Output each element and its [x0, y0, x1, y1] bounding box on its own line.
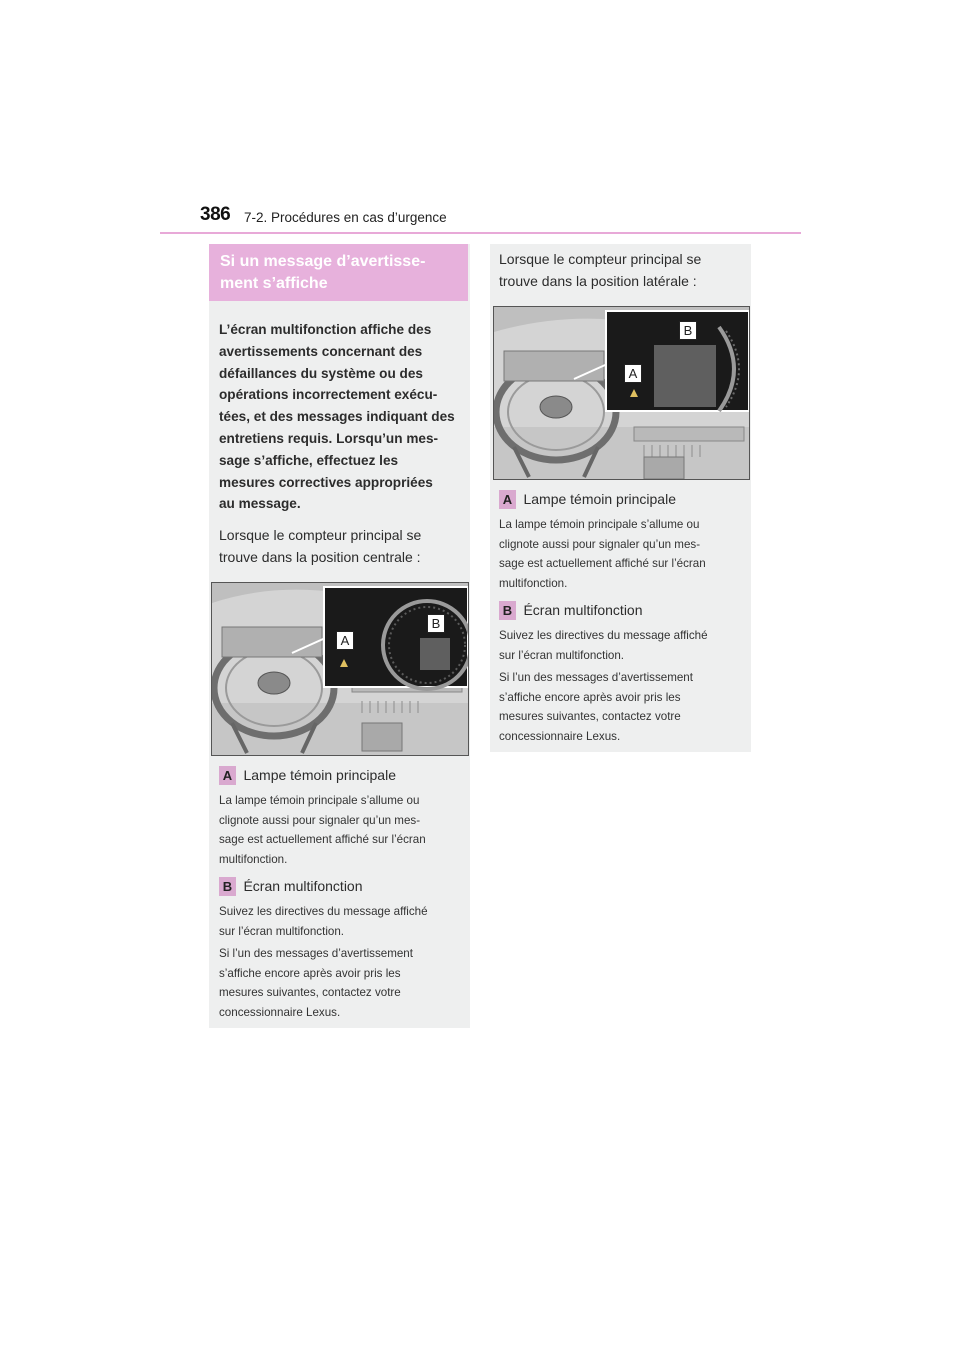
dashboard-drawing: [494, 307, 750, 480]
position-line: trouve dans la position centrale :: [219, 548, 421, 565]
page-number: 386: [200, 204, 231, 225]
text-line: Suivez les directives du message affiché: [219, 905, 428, 918]
intro-line: opérations incorrectement exécu-: [219, 387, 438, 403]
position-line: trouve dans la position latérale :: [499, 272, 697, 289]
position-text: [219, 525, 464, 568]
text-line: clignote aussi pour signaler qu’un mes-: [499, 537, 701, 551]
text-line: concessionnaire Lexus.: [219, 1005, 341, 1019]
text-line: s’affiche encore après avoir pris les: [499, 690, 681, 704]
callout-b: B: [427, 614, 445, 633]
position-line: Lorsque le compteur principal se: [219, 527, 422, 543]
right-column: [490, 244, 751, 752]
item-b-text-2: [499, 668, 744, 746]
text-line: sage est actuellement affiché sur l’écran: [219, 833, 426, 846]
text-line: clignote aussi pour signaler qu’un mes-: [219, 813, 421, 827]
item-a-text: [219, 791, 464, 869]
heading-line-2: ment s’affiche: [220, 275, 328, 292]
item-b-title: Écran multifonction: [243, 877, 363, 894]
text-line: La lampe témoin principale s’allume ou: [499, 518, 700, 531]
item-a-text: [499, 515, 744, 593]
item-a-tag: A: [499, 490, 516, 509]
item-a-heading: [499, 490, 744, 509]
item-a-title: Lampe témoin principale: [243, 766, 396, 783]
text-line: sur l’écran multifonction.: [219, 924, 345, 938]
intro-line: L’écran multifonction affiche des: [219, 322, 432, 337]
text-line: mesures suivantes, contactez votre: [499, 710, 681, 723]
callout-b: B: [679, 321, 697, 340]
position-line: Lorsque le compteur principal se: [499, 251, 702, 267]
item-b-tag: B: [219, 877, 236, 896]
item-b-title: Écran multifonction: [523, 601, 643, 618]
item-b-tag: B: [499, 601, 516, 620]
item-b-text-1: [499, 626, 744, 665]
intro-line: avertissements concernant des: [219, 343, 423, 359]
item-b-text-1: [219, 902, 464, 941]
section-title: 7-2. Procédures en cas d’urgence: [244, 210, 447, 225]
text-line: multifonction.: [219, 852, 288, 866]
callout-a: A: [336, 631, 354, 650]
intro-line: mesures correctives appropriées: [219, 474, 433, 490]
text-line: s’affiche encore après avoir pris les: [219, 966, 401, 980]
text-line: Si l’un des messages d’avertissement: [499, 671, 693, 684]
intro-line: sage s’affiche, effectuez les: [219, 452, 399, 468]
callout-a: A: [624, 364, 642, 383]
section-heading: [209, 244, 468, 301]
dashboard-illustration-central: [211, 582, 469, 756]
text-line: La lampe témoin principale s’allume ou: [219, 794, 420, 807]
text-line: multifonction.: [499, 576, 568, 590]
text-line: sage est actuellement affiché sur l’écran: [499, 557, 706, 570]
dashboard-illustration-lateral: [493, 306, 750, 480]
intro-line: entretiens requis. Lorsqu’un mes-: [219, 430, 439, 446]
item-b-heading: [499, 601, 744, 620]
header-rule: [160, 232, 801, 234]
intro-line: au message.: [219, 496, 301, 512]
item-b-heading: [219, 877, 464, 896]
item-a-title: Lampe témoin principale: [523, 490, 676, 507]
position-text: [499, 249, 744, 292]
intro-line: tées, et des messages indiquant des: [219, 409, 455, 425]
text-line: Si l’un des messages d’avertissement: [219, 947, 413, 960]
heading-line-1: Si un message d’avertisse-: [220, 253, 426, 270]
intro-paragraph: [219, 319, 463, 515]
text-line: Suivez les directives du message affiché: [499, 629, 708, 642]
page-header: [200, 204, 800, 234]
item-a-tag: A: [219, 766, 236, 785]
text-line: sur l’écran multifonction.: [499, 648, 625, 662]
text-line: mesures suivantes, contactez votre: [219, 986, 401, 999]
dashboard-drawing: [212, 583, 469, 756]
item-b-text-2: [219, 944, 464, 1022]
text-line: concessionnaire Lexus.: [499, 729, 621, 743]
left-column: [209, 244, 470, 1028]
item-a-heading: [219, 766, 464, 785]
intro-line: défaillances du système ou des: [219, 365, 423, 381]
